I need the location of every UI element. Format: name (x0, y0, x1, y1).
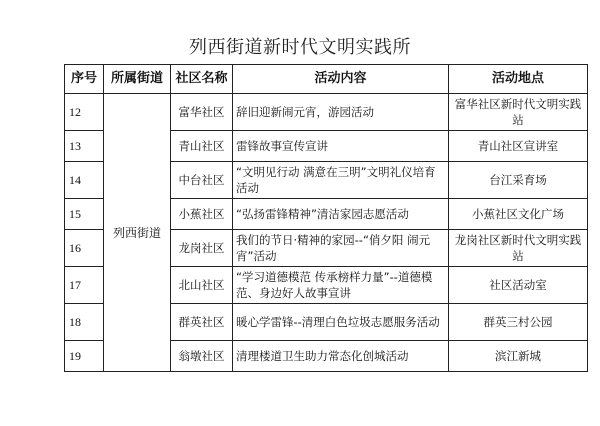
header-seq: 序号 (65, 65, 104, 94)
row-content: “弘扬雷锋精神”清洁家园志愿活动 (233, 199, 449, 230)
page-title: 列西街道新时代文明实践所 (189, 37, 411, 58)
row-seq: 18 (65, 304, 104, 341)
row-community: 北山社区 (171, 267, 233, 304)
row-seq: 15 (65, 199, 104, 230)
row-seq: 17 (65, 267, 104, 304)
row-content: “学习道德模范 传承榜样力量”--道德模范、身边好人故事宣讲 (233, 267, 449, 304)
row-content: 我们的节日·精神的家园--“俏夕阳 闹元宵”活动 (233, 230, 449, 267)
row-content: 辞旧迎新闹元宵，游园活动 (233, 94, 449, 131)
table-row (65, 94, 588, 131)
row-location: 青山社区宣讲室 (449, 131, 588, 162)
activity-table (64, 64, 588, 372)
row-seq: 16 (65, 230, 104, 267)
street-cell: 列西街道 (104, 94, 171, 372)
row-community: 群英社区 (171, 304, 233, 341)
table-header-row (65, 65, 588, 94)
row-content: 清理楼道卫生助力常态化创城活动 (233, 341, 449, 372)
row-content: 雷锋故事宣传宣讲 (233, 131, 449, 162)
row-seq: 12 (65, 94, 104, 131)
row-community: 小蕉社区 (171, 199, 233, 230)
row-location: 小蕉社区文化广场 (449, 199, 588, 230)
row-location: 群英三村公园 (449, 304, 588, 341)
row-community: 翁墩社区 (171, 341, 233, 372)
row-location: 龙岗社区新时代文明实践站 (449, 230, 588, 267)
header-content: 活动内容 (233, 65, 449, 94)
header-street: 所属街道 (104, 65, 171, 94)
row-content: “文明见行动 满意在三明”文明礼仪培育活动 (233, 162, 449, 199)
row-community: 富华社区 (171, 94, 233, 131)
row-content: 暖心学雷锋--清理白色垃圾志愿服务活动 (233, 304, 449, 341)
row-community: 青山社区 (171, 131, 233, 162)
row-community: 龙岗社区 (171, 230, 233, 267)
row-community: 中台社区 (171, 162, 233, 199)
row-location: 台江采育场 (449, 162, 588, 199)
row-seq: 19 (65, 341, 104, 372)
row-location: 滨江新城 (449, 341, 588, 372)
row-seq: 13 (65, 131, 104, 162)
header-location: 活动地点 (449, 65, 588, 94)
row-location: 社区活动室 (449, 267, 588, 304)
row-location: 富华社区新时代文明实践站 (449, 94, 588, 131)
row-seq: 14 (65, 162, 104, 199)
header-community: 社区名称 (171, 65, 233, 94)
